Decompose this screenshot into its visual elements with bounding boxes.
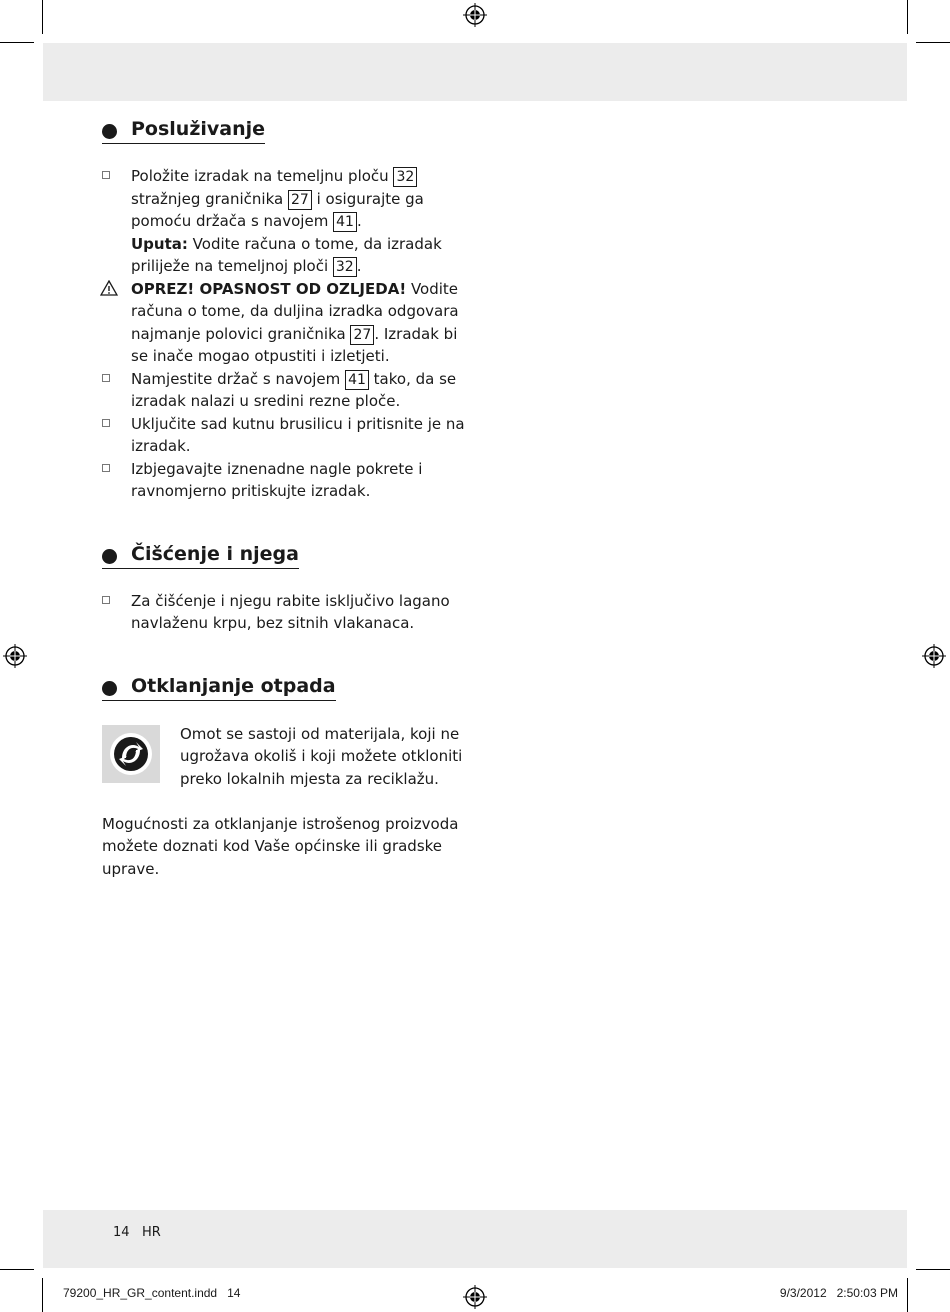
heading-operation — [102, 118, 265, 144]
slug-timestamp: 9/3/2012 2:50:03 PM — [779, 1286, 898, 1300]
heading-disposal-text: Otklanjanje otpada — [131, 674, 336, 697]
part-reference: 27 — [288, 190, 312, 210]
part-reference: 41 — [333, 212, 357, 232]
crop-mark — [907, 0, 908, 34]
page-number: 14 — [113, 1225, 130, 1240]
warning-label: OPREZ! OPASNOST OD OZLJEDA! — [131, 279, 407, 298]
heading-operation-text: Posluživanje — [131, 118, 266, 140]
part-reference: 41 — [345, 370, 369, 390]
registration-mark-icon — [463, 1285, 487, 1309]
crop-mark — [42, 1278, 43, 1312]
checkbox-bullet-icon — [102, 464, 110, 472]
checkbox-bullet-icon — [102, 419, 110, 427]
registration-mark-icon — [3, 644, 27, 668]
cleaning-step-1: Za čišćenje i njegu rabite isključivo lagano navlaženu krpu, bez sitnih vlakanaca. — [102, 590, 472, 635]
product-disposal-text: Mogućnosti za otklanjanje istrošenog proizvoda možete doznati kod Vaše općinske ili gradske uprave. — [102, 814, 459, 878]
recycling-logo-frame — [102, 725, 160, 783]
heading-cleaning — [102, 543, 299, 569]
checkbox-bullet-icon — [102, 171, 110, 179]
part-reference: 32 — [333, 257, 357, 277]
operation-step-1: Položite izradak na temeljnu ploču 32 stražnjeg graničnika 27 i osigurajte ga pomoću držača s navojem 41 . — [102, 165, 472, 233]
operation-warning: OPREZ! OPASNOST OD OZLJEDA! Vodite računa o tome, da duljina izradka odgovara najmanje polovici graničnika 27 . Izradak bi se inače mogao otpustiti i izletjeti. — [102, 278, 472, 368]
packaging-block — [102, 723, 472, 793]
bullet-dot-icon — [102, 549, 117, 564]
part-reference: 27 — [350, 325, 374, 345]
part-reference: 32 — [393, 167, 417, 187]
crop-mark — [907, 1278, 908, 1312]
operation-step-4: Izbjegavajte iznenadne nagle pokrete i ravnomjerno pritiskujte izradak. — [102, 458, 472, 503]
checkbox-bullet-icon — [102, 374, 110, 382]
operation-step-2: Namjestite držač s navojem 41 tako, da se izradak nalazi u sredini rezne ploče. — [102, 368, 472, 413]
crop-mark — [42, 0, 43, 34]
crop-mark — [916, 42, 950, 43]
note-label: Uputa: — [131, 234, 188, 253]
operation-note: Uputa: Vodite računa o tome, da izradak priliježe na temeljnoj ploči 32 . — [131, 234, 442, 275]
crop-mark — [0, 42, 34, 43]
green-dot-recycling-icon — [102, 725, 160, 783]
packaging-text: Omot se sastoji od materijala, koji ne ugrožava okoliš i koji možete otkloniti preko lokalnih mjesta za reciklažu. — [180, 724, 463, 788]
checkbox-bullet-icon — [102, 596, 110, 604]
header-band — [43, 43, 907, 101]
registration-mark-icon — [922, 644, 946, 668]
bullet-dot-icon — [102, 124, 117, 139]
bullet-dot-icon — [102, 681, 117, 696]
language-code: HR — [142, 1225, 161, 1240]
crop-mark — [0, 1269, 34, 1270]
slug-filename: 79200_HR_GR_content.indd 14 — [63, 1286, 241, 1300]
crop-mark — [916, 1269, 950, 1270]
heading-disposal — [102, 675, 336, 701]
operation-step-3: Uključite sad kutnu brusilicu i pritisnite je na izradak. — [102, 413, 472, 458]
registration-mark-icon — [463, 3, 487, 27]
footer-band — [43, 1210, 907, 1268]
main-content — [102, 118, 472, 880]
warning-triangle-icon — [100, 280, 118, 296]
heading-cleaning-text: Čišćenje i njega — [131, 542, 299, 565]
